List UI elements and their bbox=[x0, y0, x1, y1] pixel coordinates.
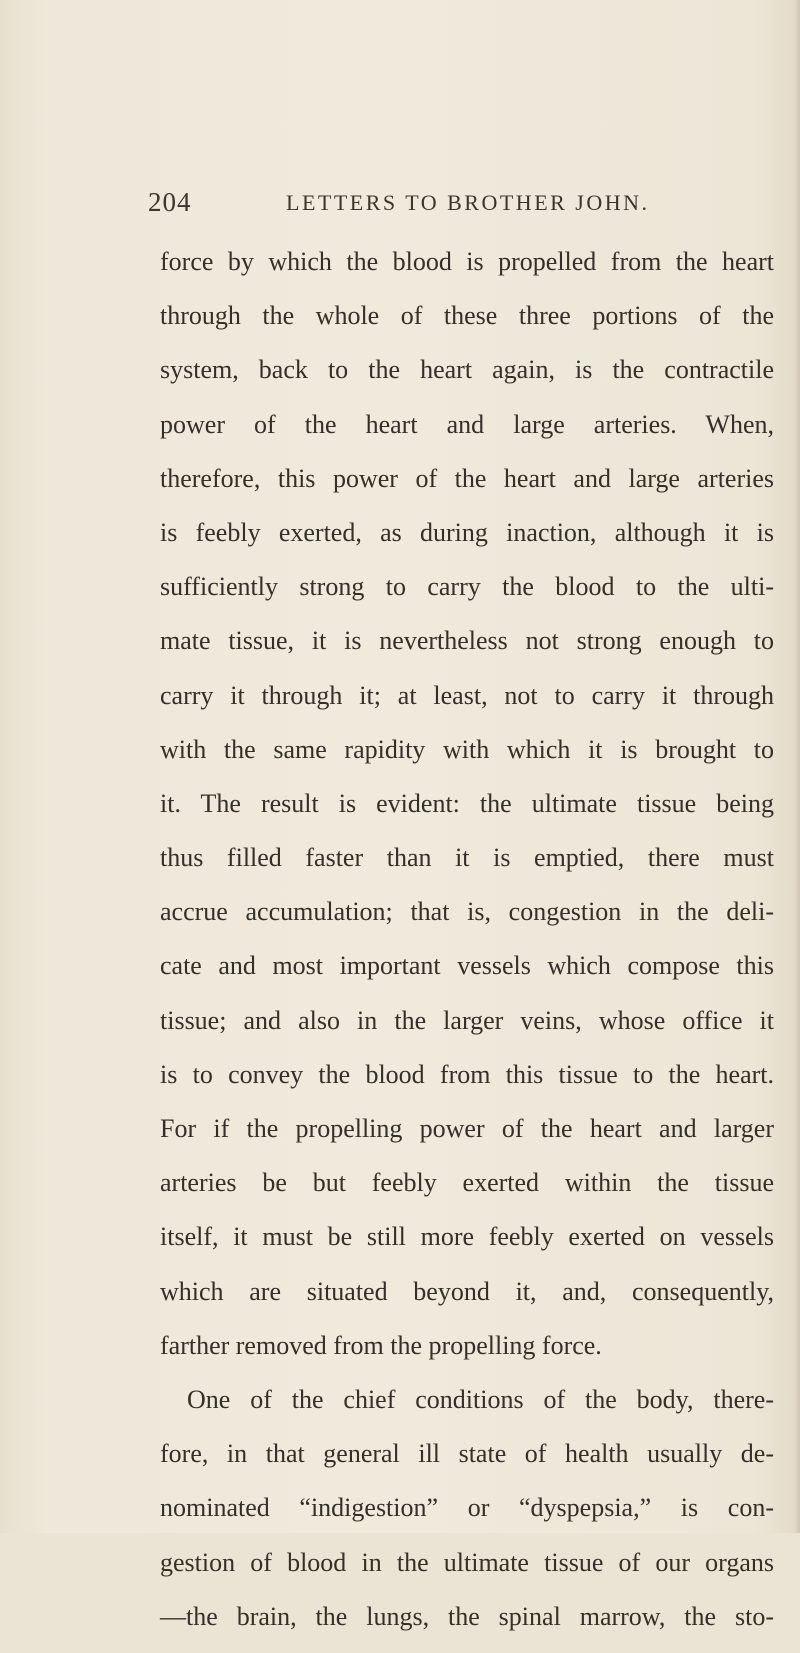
text-line: carry it through it; at least, not to carry it through bbox=[160, 680, 774, 710]
page-number: 204 bbox=[148, 187, 192, 217]
text-line: is to convey the blood from this tissue to the heart. bbox=[160, 1059, 774, 1089]
text-line: with the same rapidity with which it is brought to bbox=[160, 734, 774, 764]
text-line: —the brain, the lungs, the spinal marrow, the sto- bbox=[160, 1601, 774, 1631]
text-line: cate and most important vessels which compose this bbox=[160, 951, 774, 981]
text-line: thus filled faster than it is emptied, there must bbox=[160, 843, 774, 873]
text-line: tissue; and also in the larger veins, whose office it bbox=[160, 1005, 774, 1035]
text-line: which are situated beyond it, and, consequently, bbox=[160, 1276, 774, 1306]
text-line: power of the heart and large arteries. When, bbox=[160, 409, 774, 439]
page-edge-shadow bbox=[794, 0, 800, 1533]
text-line-paragraph-end: farther removed from the propelling force. bbox=[160, 1330, 602, 1360]
text-line: accrue accumulation; that is, congestion in the deli- bbox=[160, 897, 774, 927]
text-line: force by which the blood is propelled from the heart bbox=[160, 247, 774, 276]
text-line: mate tissue, it is nevertheless not strong enough to bbox=[160, 626, 774, 656]
text-line: sufficiently strong to carry the blood to the ulti- bbox=[160, 572, 774, 602]
body-text bbox=[160, 244, 774, 1653]
text-line: For if the propelling power of the heart and larger bbox=[160, 1114, 774, 1143]
text-line-paragraph-start: One of the chief conditions of the body, there- bbox=[187, 1384, 774, 1414]
page-header bbox=[148, 187, 768, 227]
text-line: gestion of blood in the ultimate tissue of our organs bbox=[160, 1547, 774, 1577]
text-line: is feebly exerted, as during inaction, although it is bbox=[160, 517, 774, 547]
text-line: arteries be but feebly exerted within the tissue bbox=[160, 1168, 774, 1198]
text-line: therefore, this power of the heart and large arteries bbox=[160, 463, 774, 493]
text-line: it. The result is evident: the ultimate tissue being bbox=[160, 788, 774, 818]
running-head-title: LETTERS TO BROTHER JOHN. bbox=[286, 190, 650, 215]
text-line: fore, in that general ill state of health usually de- bbox=[160, 1439, 774, 1469]
text-line: system, back to the heart again, is the contractile bbox=[160, 355, 774, 385]
text-line: itself, it must be still more feebly exerted on vessels bbox=[160, 1222, 774, 1252]
text-line: through the whole of these three portions of the bbox=[160, 301, 774, 331]
text-line: nominated “indigestion” or “dyspepsia,” is con- bbox=[160, 1493, 774, 1523]
